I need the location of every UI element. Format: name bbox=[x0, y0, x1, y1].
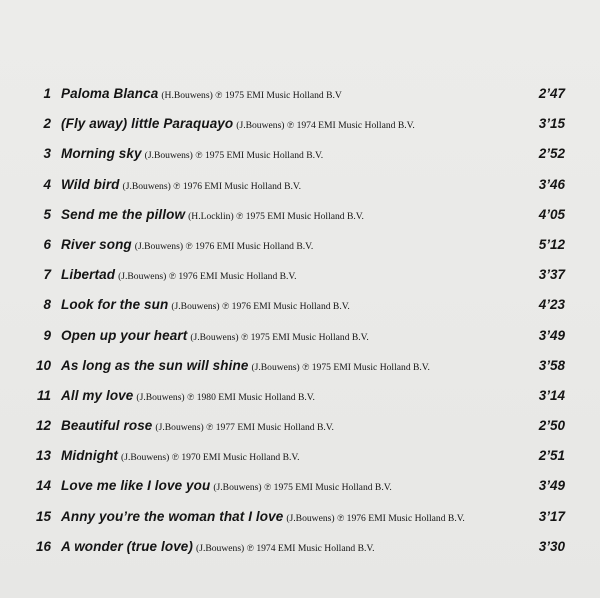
track-title: Morning sky bbox=[61, 146, 142, 162]
track-body bbox=[61, 139, 323, 171]
track-list bbox=[0, 79, 600, 562]
track-number: 7 bbox=[43, 267, 51, 283]
track-credit: (J.Bouwens) ℗ 1970 EMI Music Holland B.V. bbox=[121, 452, 300, 464]
track-duration: 3’49 bbox=[538, 478, 565, 494]
track-number: 3 bbox=[43, 146, 51, 162]
track-duration: 3’30 bbox=[538, 538, 565, 554]
track-body bbox=[61, 351, 430, 383]
track-title: As long as the sun will shine bbox=[61, 357, 249, 373]
track-title: Look for the sun bbox=[61, 297, 169, 313]
track-title: Paloma Blanca bbox=[61, 86, 159, 101]
track-number: 10 bbox=[35, 357, 51, 373]
track-duration: 2’50 bbox=[538, 418, 565, 434]
track-credit: (J.Bouwens) ℗ 1977 EMI Music Holland B.V. bbox=[155, 422, 334, 434]
track-body bbox=[61, 170, 301, 202]
track-duration: 3’37 bbox=[538, 267, 565, 283]
track-duration: 2’51 bbox=[538, 448, 565, 464]
track-duration: 3’58 bbox=[538, 357, 565, 373]
track-row bbox=[0, 200, 600, 230]
track-row bbox=[0, 502, 600, 532]
track-body bbox=[61, 381, 315, 413]
track-title: Wild bird bbox=[61, 176, 120, 192]
track-credit: (J.Bouwens) ℗ 1976 EMI Music Holland B.V. bbox=[286, 512, 465, 524]
track-title: Anny you’re the woman that I love bbox=[61, 508, 284, 524]
track-row bbox=[0, 109, 600, 139]
track-title: All my love bbox=[61, 387, 134, 403]
track-body bbox=[61, 321, 369, 353]
track-number: 2 bbox=[43, 116, 51, 132]
track-number: 16 bbox=[35, 538, 51, 554]
track-title: Send me the pillow bbox=[61, 206, 186, 222]
track-row bbox=[0, 260, 600, 290]
track-body bbox=[61, 441, 300, 473]
track-number: 6 bbox=[43, 236, 51, 252]
track-row bbox=[0, 351, 600, 381]
track-number: 9 bbox=[43, 327, 51, 343]
track-title: River song bbox=[61, 236, 132, 252]
track-duration: 2’52 bbox=[538, 146, 565, 162]
track-row bbox=[0, 381, 600, 411]
track-title: A wonder (true love) bbox=[61, 538, 194, 554]
track-body bbox=[61, 502, 465, 534]
track-body bbox=[61, 200, 364, 232]
track-number: 13 bbox=[35, 448, 51, 464]
track-credit: (J.Bouwens) ℗ 1975 EMI Music Holland B.V. bbox=[190, 331, 369, 343]
track-title: (Fly away) little Paraquayo bbox=[61, 116, 234, 132]
track-duration: 3’14 bbox=[538, 387, 565, 403]
track-duration: 3’49 bbox=[538, 327, 565, 343]
track-credit: (J.Bouwens) ℗ 1980 EMI Music Holland B.V. bbox=[136, 391, 315, 403]
track-number: 8 bbox=[43, 297, 51, 313]
track-credit: (J.Bouwens) ℗ 1976 EMI Music Holland B.V. bbox=[122, 180, 301, 192]
track-credit: (J.Bouwens) ℗ 1974 EMI Music Holland B.V. bbox=[236, 120, 415, 132]
track-body bbox=[61, 532, 374, 564]
track-row bbox=[0, 411, 600, 441]
track-body bbox=[61, 260, 297, 292]
track-duration: 3’15 bbox=[538, 116, 565, 132]
track-title: Midnight bbox=[61, 448, 119, 464]
track-row bbox=[0, 441, 600, 471]
track-duration: 5’12 bbox=[538, 236, 565, 252]
track-number: 5 bbox=[43, 206, 51, 222]
track-title: Open up your heart bbox=[61, 327, 188, 343]
track-duration: 3’17 bbox=[538, 508, 565, 524]
track-body bbox=[61, 109, 415, 141]
track-row bbox=[0, 532, 600, 562]
track-title: Libertad bbox=[61, 267, 116, 283]
track-number: 4 bbox=[43, 176, 51, 192]
track-title: Love me like I love you bbox=[61, 478, 211, 494]
track-number: 14 bbox=[35, 478, 51, 494]
track-row bbox=[0, 290, 600, 320]
track-title: Beautiful rose bbox=[61, 418, 153, 434]
track-credit: (J.Bouwens) ℗ 1976 EMI Music Holland B.V. bbox=[134, 240, 314, 252]
track-duration: 3’46 bbox=[538, 176, 565, 192]
track-body bbox=[61, 471, 392, 503]
track-credit: (J.Bouwens) ℗ 1976 EMI Music Holland B.V. bbox=[171, 301, 350, 313]
track-credit: (J.Bouwens) ℗ 1975 EMI Music Holland B.V. bbox=[144, 150, 324, 162]
track-duration: 2’47 bbox=[538, 86, 565, 101]
track-row bbox=[0, 170, 600, 200]
track-number: 15 bbox=[35, 508, 51, 524]
track-row bbox=[0, 79, 600, 109]
track-number: 1 bbox=[43, 86, 51, 101]
track-credit: (H.Locklin) ℗ 1975 EMI Music Holland B.V. bbox=[188, 210, 364, 222]
track-body bbox=[61, 290, 350, 322]
track-duration: 4’05 bbox=[538, 206, 565, 222]
track-row bbox=[0, 139, 600, 169]
track-credit: (J.Bouwens) ℗ 1975 EMI Music Holland B.V. bbox=[251, 361, 430, 373]
track-row bbox=[0, 471, 600, 501]
track-row bbox=[0, 230, 600, 260]
track-row bbox=[0, 321, 600, 351]
track-number: 12 bbox=[35, 418, 51, 434]
track-body bbox=[61, 79, 342, 111]
track-body bbox=[61, 230, 313, 262]
track-credit: (J.Bouwens) ℗ 1975 EMI Music Holland B.V. bbox=[213, 482, 392, 494]
track-number: 11 bbox=[36, 387, 51, 403]
track-credit: (H.Bouwens) ℗ 1975 EMI Music Holland B.V bbox=[161, 90, 342, 101]
track-credit: (J.Bouwens) ℗ 1974 EMI Music Holland B.V. bbox=[196, 542, 375, 554]
track-credit: (J.Bouwens) ℗ 1976 EMI Music Holland B.V. bbox=[118, 271, 297, 283]
track-duration: 4’23 bbox=[538, 297, 565, 313]
track-body bbox=[61, 411, 334, 443]
